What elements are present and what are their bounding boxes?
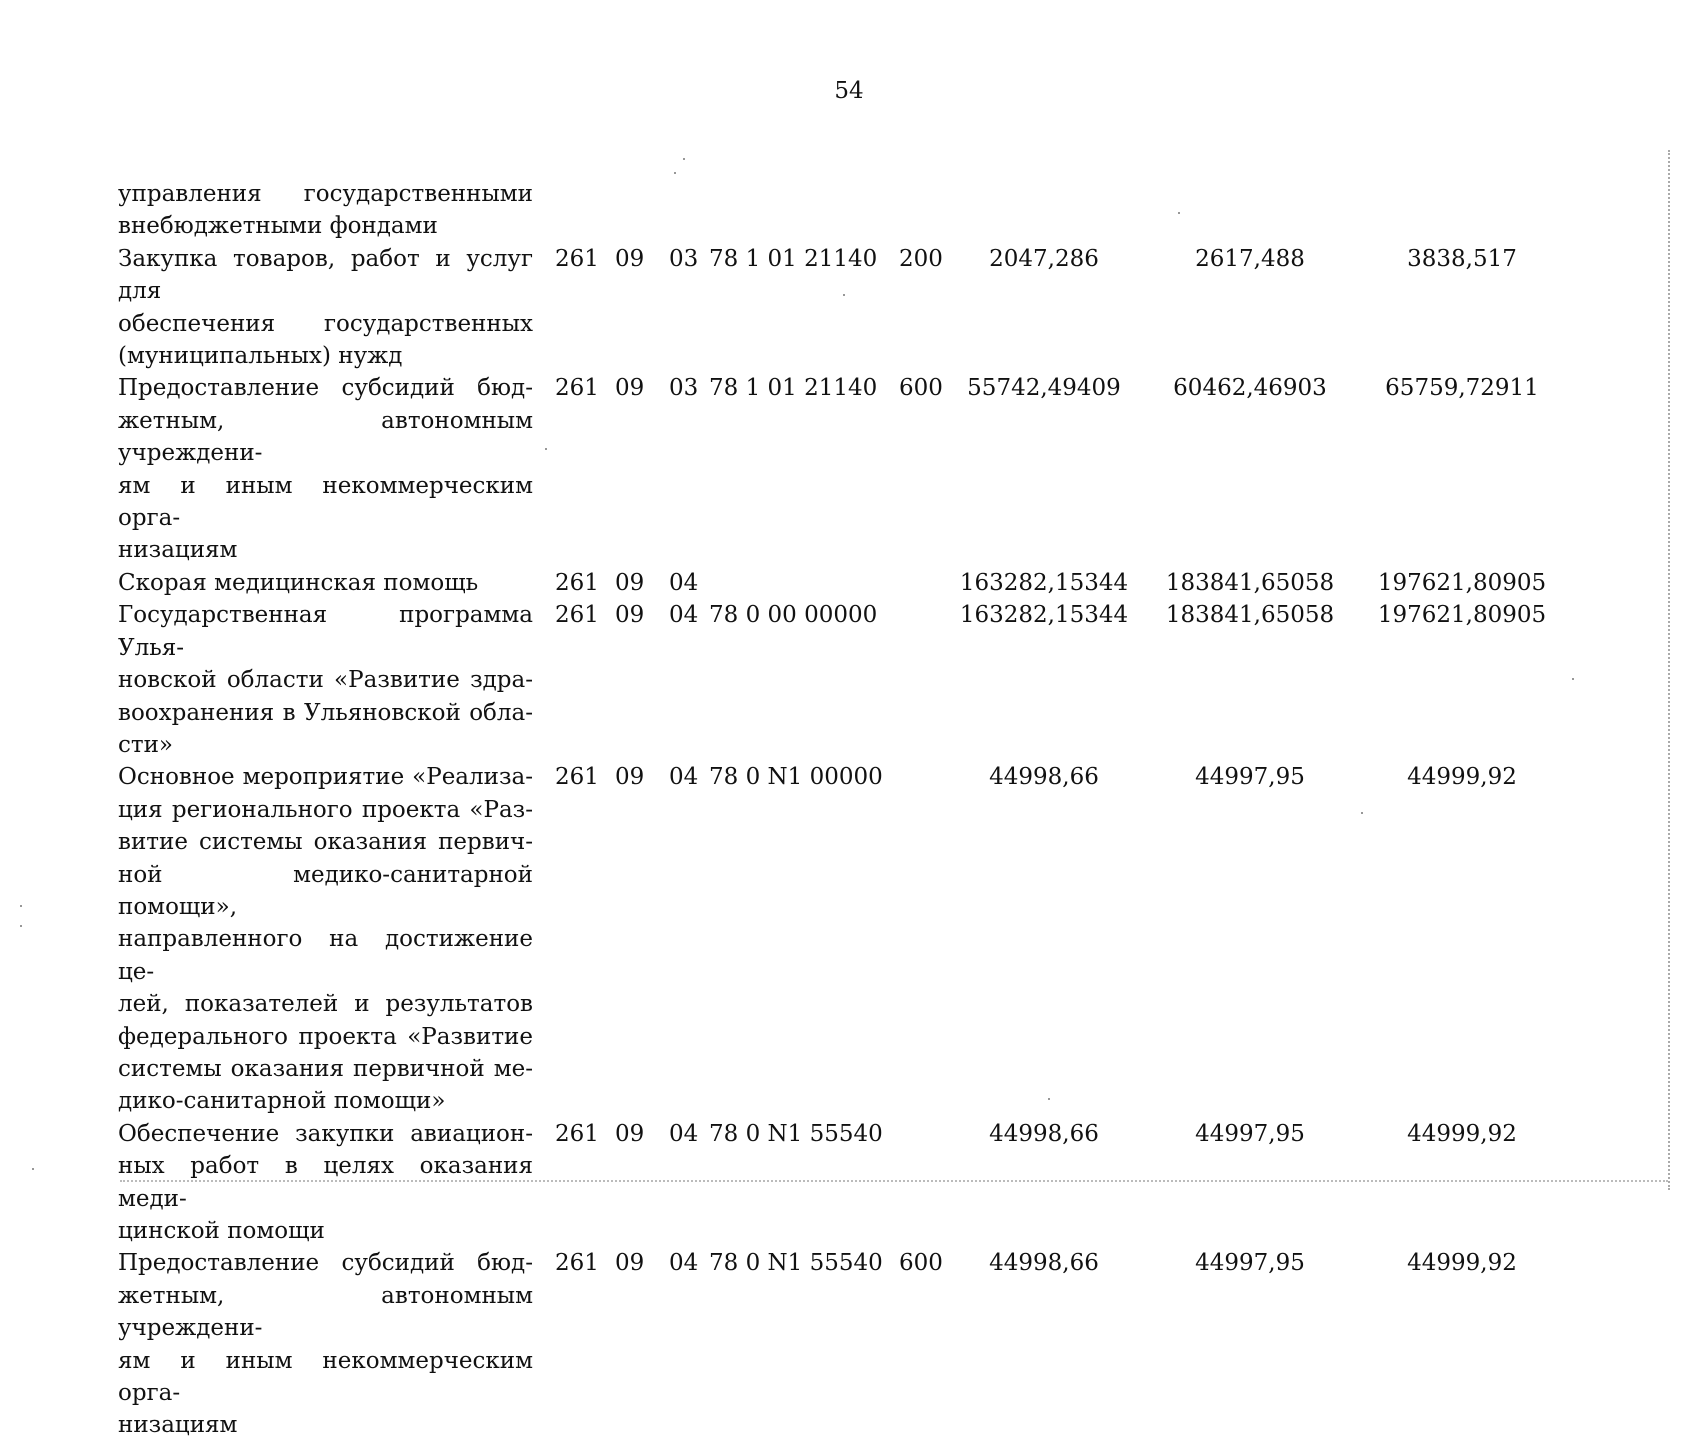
amount-year1-cell: 163282,15344 bbox=[959, 602, 1129, 629]
scan-speck bbox=[1048, 1098, 1050, 1100]
expense-name-cell bbox=[118, 178, 533, 243]
expense-name-line: Основное мероприятие «Реализа- bbox=[118, 764, 533, 791]
amount-year1-cell: 44998,66 bbox=[989, 1120, 1099, 1147]
expense-name-line: Предоставление субсидий бюд- bbox=[118, 1250, 533, 1277]
scan-speck bbox=[32, 1168, 34, 1170]
amount-year3-cell: 197621,80905 bbox=[1377, 569, 1547, 596]
amount-year1-cell: 2047,286 bbox=[989, 245, 1099, 272]
expense-name-line: лей, показателей и результатов bbox=[118, 991, 533, 1018]
grbs-code-cell: 261 bbox=[555, 764, 599, 791]
subsection-code-cell: 03 bbox=[669, 245, 699, 272]
amount-year2-cell: 183841,65058 bbox=[1165, 602, 1335, 629]
amount-year2-cell: 44997,95 bbox=[1195, 1250, 1305, 1277]
expense-name-line: обеспечения государственных bbox=[118, 310, 533, 337]
table-row bbox=[118, 1247, 1568, 1441]
expense-name-line: Скорая медицинская помощь bbox=[118, 569, 479, 596]
expense-name-line: федерального проекта «Развитие bbox=[118, 1023, 533, 1050]
expense-name-line: Предоставление субсидий бюд- bbox=[118, 375, 533, 402]
expense-type-cell: 600 bbox=[899, 1250, 943, 1277]
expense-name-line: низациям bbox=[118, 537, 238, 564]
amount-year3-cell: 44999,92 bbox=[1407, 1120, 1517, 1147]
expense-name-line: ция регионального проекта «Раз- bbox=[118, 796, 533, 823]
scan-speck bbox=[1178, 212, 1180, 214]
expense-name-line: низациям bbox=[118, 1412, 238, 1439]
expense-name-line: Обеспечение закупки авиацион- bbox=[118, 1120, 533, 1147]
expense-name-line: цинской помощи bbox=[118, 1218, 325, 1244]
expense-name-line: новской области «Развитие здра- bbox=[118, 667, 533, 694]
amount-year3-cell: 44999,92 bbox=[1407, 1250, 1517, 1277]
amount-year2-cell: 183841,65058 bbox=[1165, 569, 1335, 596]
expense-name-line: ям и иным некоммерческим орга- bbox=[118, 1347, 533, 1407]
target-article-cell: 78 0 N1 55540 bbox=[709, 1120, 883, 1147]
section-code-cell: 09 bbox=[615, 375, 645, 402]
scan-speck bbox=[545, 448, 547, 450]
grbs-code-cell: 261 bbox=[555, 375, 599, 402]
subsection-code-cell: 04 bbox=[669, 569, 699, 596]
section-code-cell: 09 bbox=[615, 245, 645, 272]
table-row bbox=[118, 567, 1568, 599]
target-article-cell: 78 1 01 21140 bbox=[709, 245, 878, 272]
grbs-code-cell: 261 bbox=[555, 569, 599, 596]
section-code-cell: 09 bbox=[615, 1250, 645, 1277]
amount-year1-cell: 55742,49409 bbox=[967, 375, 1121, 402]
expense-name-cell bbox=[118, 567, 533, 599]
grbs-code-cell: 261 bbox=[555, 602, 599, 629]
subsection-code-cell: 04 bbox=[669, 1120, 699, 1147]
subsection-code-cell: 04 bbox=[669, 1250, 699, 1277]
amount-year3-cell: 65759,72911 bbox=[1385, 375, 1539, 402]
expense-name-cell bbox=[118, 761, 533, 1117]
amount-year2-cell: 2617,488 bbox=[1195, 245, 1305, 272]
amount-year1-cell: 163282,15344 bbox=[959, 569, 1129, 596]
grbs-code-cell: 261 bbox=[555, 245, 599, 272]
expense-name-line: Закупка товаров, работ и услуг для bbox=[118, 245, 533, 305]
expense-name-line: воохранения в Ульяновской обла- bbox=[118, 699, 533, 726]
expense-name-line: ной медико-санитарной помощи», bbox=[118, 861, 533, 920]
expense-name-line: дико-санитарной помощи» bbox=[118, 1088, 446, 1115]
amount-year2-cell: 60462,46903 bbox=[1173, 375, 1327, 402]
expense-name-line: ных работ в целях оказания меди- bbox=[118, 1153, 533, 1212]
section-code-cell: 09 bbox=[615, 602, 645, 629]
amount-year2-cell: 44997,95 bbox=[1195, 1120, 1305, 1147]
expense-name-line: системы оказания первичной ме- bbox=[118, 1055, 533, 1082]
expense-name-line: витие системы оказания первич- bbox=[118, 829, 533, 856]
expense-name-line: жетным, автономным учреждени- bbox=[118, 407, 533, 467]
subsection-code-cell: 04 bbox=[669, 764, 699, 791]
scan-speck bbox=[683, 158, 685, 160]
scan-bottom-edge bbox=[120, 1180, 1668, 1182]
table-row bbox=[118, 372, 1568, 566]
section-code-cell: 09 bbox=[615, 764, 645, 791]
amount-year3-cell: 197621,80905 bbox=[1377, 602, 1547, 629]
expense-type-cell: 200 bbox=[899, 245, 943, 272]
section-code-cell: 09 bbox=[615, 1120, 645, 1147]
table-row bbox=[118, 761, 1568, 1117]
page-number: 54 bbox=[834, 78, 864, 104]
expense-name-line: сти» bbox=[118, 731, 174, 758]
grbs-code-cell: 261 bbox=[555, 1120, 599, 1147]
amount-year3-cell: 44999,92 bbox=[1407, 764, 1517, 791]
amount-year2-cell: 44997,95 bbox=[1195, 764, 1305, 791]
scan-speck bbox=[1361, 812, 1363, 814]
expense-name-line: (муниципальных) нужд bbox=[118, 343, 403, 370]
table-row bbox=[118, 1118, 1568, 1248]
amount-year1-cell: 44998,66 bbox=[989, 1250, 1099, 1277]
table-row bbox=[118, 243, 1568, 373]
expense-name-cell bbox=[118, 1118, 533, 1248]
table-row bbox=[118, 599, 1568, 761]
subsection-code-cell: 03 bbox=[669, 375, 699, 402]
scan-speck bbox=[20, 905, 22, 907]
scan-speck bbox=[1572, 678, 1574, 680]
expense-name-line: ям и иным некоммерческим орга- bbox=[118, 472, 533, 532]
budget-table bbox=[118, 178, 1568, 1442]
target-article-cell: 78 0 N1 00000 bbox=[709, 764, 883, 791]
expense-name-cell bbox=[118, 599, 533, 761]
scan-speck bbox=[843, 294, 845, 296]
section-code-cell: 09 bbox=[615, 569, 645, 596]
table-row bbox=[118, 178, 1568, 243]
expense-name-cell bbox=[118, 243, 533, 373]
amount-year1-cell: 44998,66 bbox=[989, 764, 1099, 791]
target-article-cell: 78 0 00 00000 bbox=[709, 602, 878, 629]
grbs-code-cell: 261 bbox=[555, 1250, 599, 1277]
target-article-cell: 78 1 01 21140 bbox=[709, 375, 878, 402]
scan-right-edge bbox=[1668, 150, 1670, 1190]
expense-name-cell bbox=[118, 372, 533, 566]
expense-name-line: Государственная программа Улья- bbox=[118, 602, 533, 661]
scan-speck bbox=[20, 925, 22, 927]
subsection-code-cell: 04 bbox=[669, 602, 699, 629]
target-article-cell: 78 0 N1 55540 bbox=[709, 1250, 883, 1277]
expense-name-line: жетным, автономным учреждени- bbox=[118, 1282, 533, 1342]
expense-name-cell bbox=[118, 1247, 533, 1441]
scan-speck bbox=[674, 172, 676, 174]
expense-name-line: внебюджетными фондами bbox=[118, 213, 438, 240]
expense-type-cell: 600 bbox=[899, 375, 943, 402]
expense-name-line: управления государственными bbox=[118, 181, 533, 207]
amount-year3-cell: 3838,517 bbox=[1407, 245, 1517, 272]
expense-name-line: направленного на достижение це- bbox=[118, 926, 533, 985]
